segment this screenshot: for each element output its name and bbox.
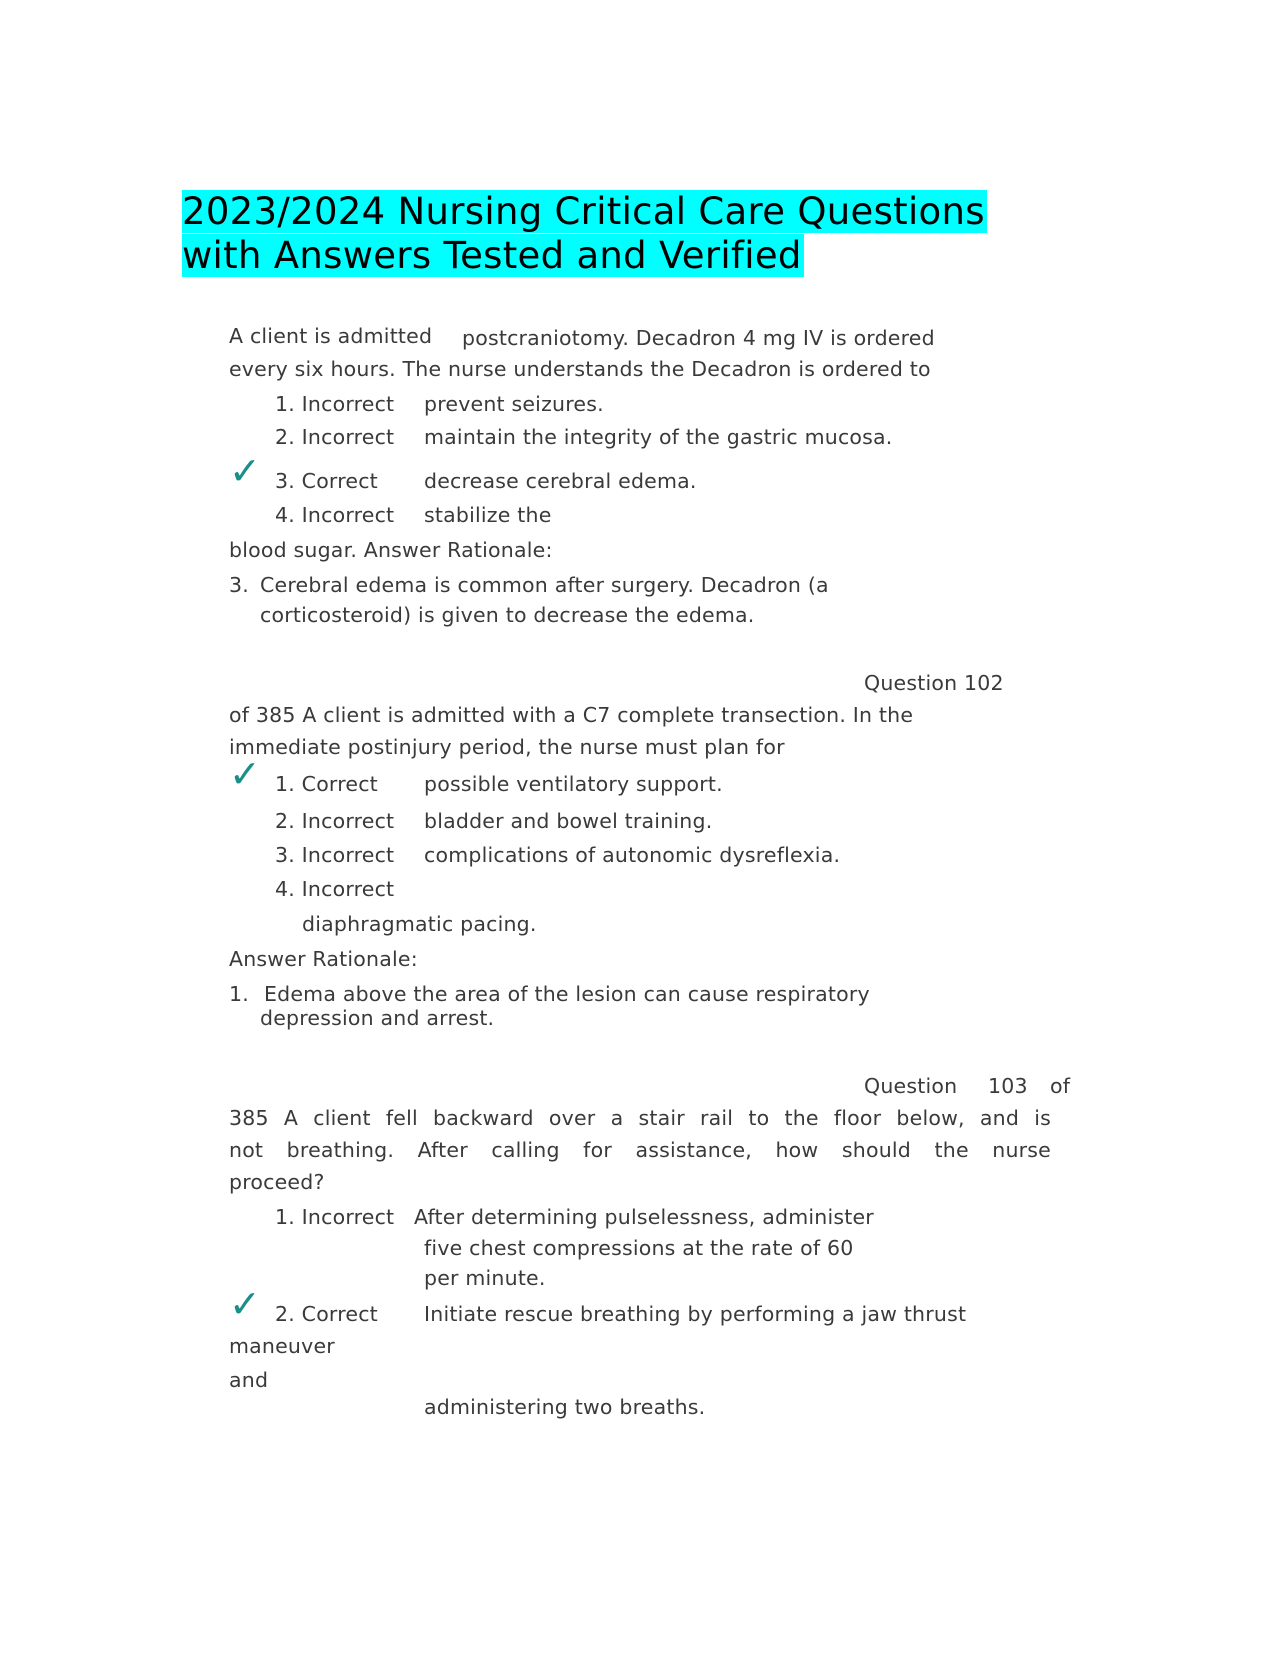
q1-stem-part1: A client is admitted xyxy=(229,324,433,348)
q1-option-4-label: 4. Incorrect xyxy=(275,503,395,527)
q2-header: Question 102 xyxy=(864,671,1004,695)
q1-option-3-label: 3. Correct xyxy=(275,469,378,493)
title-line-1: 2023/2024 Nursing Critical Care Questions xyxy=(182,190,985,233)
q3-header-question: Question xyxy=(864,1074,958,1098)
q1-option-1-label: 1. Incorrect xyxy=(275,392,395,416)
q2-option-4-label: 4. Incorrect xyxy=(275,877,395,901)
q3-stem-line1: 385 A client fell backward over a stair rail to the floor below, and is xyxy=(229,1106,1051,1130)
q3-header-number: 103 xyxy=(988,1074,1028,1098)
q2-option-1-label: 1. Correct xyxy=(275,772,378,796)
q3-option-2-text: Initiate rescue breathing by performing a jaw thrust xyxy=(424,1302,967,1326)
q2-option-3-text: complications of autonomic dysreflexia. xyxy=(424,843,841,867)
q3-option-2-label: 2. Correct xyxy=(275,1302,378,1326)
q1-option-4-continuation: blood sugar. Answer Rationale: xyxy=(229,538,553,562)
checkmark-icon: ✓ xyxy=(229,449,261,493)
q2-option-2-label: 2. Incorrect xyxy=(275,809,395,833)
q2-stem-line2: immediate postinjury period, the nurse must plan for xyxy=(229,735,785,759)
q3-header-of: of xyxy=(1050,1074,1071,1098)
q1-option-3-text: decrease cerebral edema. xyxy=(424,469,697,493)
q1-option-2-label: 2. Incorrect xyxy=(275,425,395,449)
checkmark-icon: ✓ xyxy=(229,752,261,796)
q1-option-1-text: prevent seizures. xyxy=(424,392,604,416)
q3-option-1-label: 1. Incorrect xyxy=(275,1205,395,1229)
checkmark-icon: ✓ xyxy=(229,1282,261,1326)
q2-option-3-label: 3. Incorrect xyxy=(275,843,395,867)
q3-option-1-text: After determining pulselessness, administer xyxy=(414,1205,874,1229)
q3-option-2-cont-2: and xyxy=(229,1368,269,1392)
q1-rationale-line-2: corticosteroid) is given to decrease the edema. xyxy=(260,603,755,627)
q3-stem-line3: proceed? xyxy=(229,1170,325,1194)
q1-option-4-text: stabilize the xyxy=(424,503,552,527)
document-title xyxy=(182,190,987,278)
q3-option-2-cont-3: administering two breaths. xyxy=(424,1395,706,1419)
q3-option-1-cont-2: per minute. xyxy=(424,1266,546,1290)
q3-option-1-cont-1: five chest compressions at the rate of 60 xyxy=(424,1236,854,1260)
q2-rationale-line-1: Edema above the area of the lesion can cause respiratory xyxy=(264,982,870,1006)
q1-stem-part2: postcraniotomy. Decadron 4 mg IV is ordered xyxy=(462,326,935,350)
q2-rationale-line-2: depression and arrest. xyxy=(260,1006,495,1030)
q3-option-2-cont-1: maneuver xyxy=(229,1334,335,1358)
q1-rationale-line-1: Cerebral edema is common after surgery. Decadron (a xyxy=(260,573,829,597)
q2-option-4-continuation: diaphragmatic pacing. xyxy=(302,912,537,936)
q1-stem-line2: every six hours. The nurse understands the Decadron is ordered to xyxy=(229,357,931,381)
q2-option-2-text: bladder and bowel training. xyxy=(424,809,713,833)
q2-rationale-number: 1. xyxy=(229,982,249,1006)
title-line-2: with Answers Tested and Verified xyxy=(182,234,802,277)
q2-rationale-heading: Answer Rationale: xyxy=(229,947,418,971)
q2-option-1-text: possible ventilatory support. xyxy=(424,772,723,796)
q1-option-2-text: maintain the integrity of the gastric mucosa. xyxy=(424,425,893,449)
q3-stem-line2: not breathing. After calling for assistance, how should the nurse xyxy=(229,1138,1051,1162)
q2-stem-line1: of 385 A client is admitted with a C7 complete transection. In the xyxy=(229,703,914,727)
q1-rationale-number: 3. xyxy=(229,573,249,597)
